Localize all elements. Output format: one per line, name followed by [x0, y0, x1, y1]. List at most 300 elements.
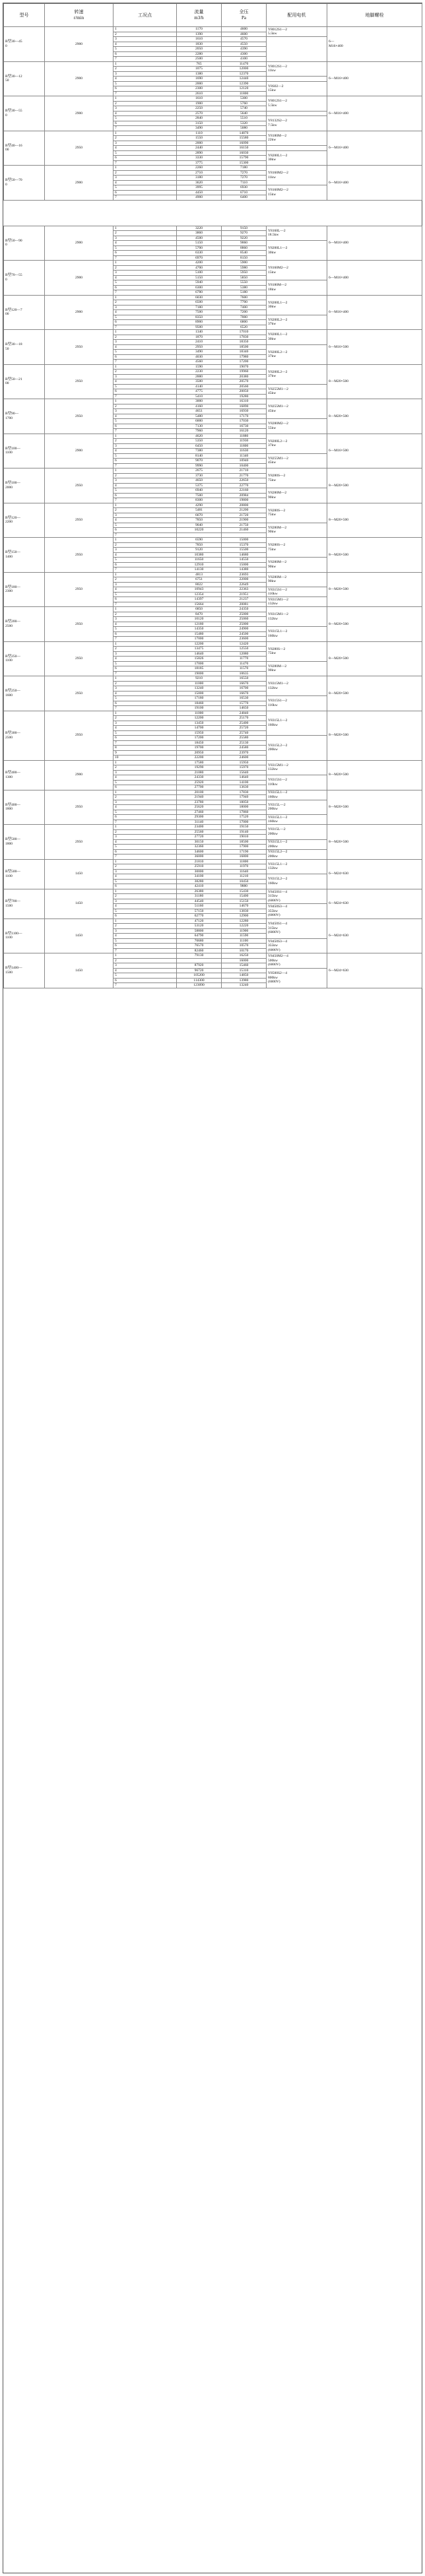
model-cell: B型30—45 0: [4, 27, 45, 62]
pressure-cell: 24580: [222, 746, 267, 751]
point-cell: 6: [114, 666, 177, 672]
speed-cell: 2900: [45, 27, 114, 62]
flow-cell: 5350: [177, 439, 222, 444]
point-cell: 4: [114, 241, 177, 246]
pressure-cell: 11640: [222, 869, 267, 874]
speed-cell: 2950: [45, 825, 114, 860]
flow-cell: 5700: [177, 245, 222, 251]
flow-cell: 4030: [177, 354, 222, 360]
pressure-cell: 11900: [222, 928, 267, 934]
pressure-cell: 9270: [222, 231, 267, 236]
point-cell: 2: [114, 795, 177, 800]
flow-cell: 2570: [177, 111, 222, 116]
pressure-cell: 18350: [222, 340, 267, 345]
point-cell: 4: [114, 379, 177, 385]
flow-cell: 58800: [177, 928, 222, 934]
point-cell: 7: [114, 126, 177, 131]
pressure-cell: 17860: [222, 810, 267, 815]
point-cell: 3: [114, 869, 177, 874]
point-cell: 1: [114, 226, 177, 231]
pressure-cell: 16930: [222, 409, 267, 414]
flow-cell: 17200: [177, 736, 222, 741]
pressure-cell: 21900: [222, 518, 267, 523]
point-cell: 1: [114, 131, 177, 136]
flow-cell: 10120: [177, 617, 222, 622]
flow-cell: 2230: [177, 370, 222, 375]
flow-cell: 76570: [177, 944, 222, 949]
speed-cell: 2900: [45, 166, 114, 201]
point-cell: 2: [114, 136, 177, 141]
bolt-cell: 8—M20×500: [327, 641, 422, 676]
point-cell: 3: [114, 617, 177, 622]
flow-cell: 6970: [177, 255, 222, 261]
table-row: [4, 607, 422, 612]
model-cell: B型50—21 00: [4, 364, 45, 399]
flow-cell: 5150: [177, 241, 222, 246]
motor-cell: Y8132S2—2 7.5kw: [267, 116, 327, 131]
speed-cell: 2950: [45, 131, 114, 166]
flow-cell: 14130: [177, 567, 222, 573]
model-cell: B型120—7 00: [4, 295, 45, 330]
flow-cell: 23400: [177, 825, 222, 830]
pressure-cell: 21710: [222, 468, 267, 474]
pressure-cell: 21237: [222, 597, 267, 602]
flow-cell: 15826: [177, 657, 222, 662]
point-cell: 6: [114, 849, 177, 854]
flow-cell: 29300: [177, 815, 222, 820]
motor-cell: Y8012S1—2 5.5kw: [267, 27, 327, 37]
table-row: [4, 226, 422, 231]
table-row: [4, 364, 422, 370]
bolt-cell: 8—M20×500: [327, 790, 422, 825]
point-cell: 5: [114, 973, 177, 979]
pressure-cell: 6930: [222, 185, 267, 191]
pressure-cell: 16310: [222, 399, 267, 404]
point-cell: 4: [114, 775, 177, 781]
model-cell: B型120— 2200: [4, 503, 45, 538]
table-row: [4, 295, 422, 300]
flow-cell: 1610: [177, 96, 222, 102]
pressure-cell: 21770: [222, 473, 267, 478]
pressure-cell: 22000: [222, 577, 267, 583]
point-cell: 2: [114, 958, 177, 963]
pressure-cell: 8150: [222, 255, 267, 261]
point-cell: 3: [114, 582, 177, 587]
pressure-cell: 20570: [222, 379, 267, 385]
point-cell: 5: [114, 245, 177, 251]
pressure-cell: 18000: [222, 805, 267, 810]
model-cell: B型50—70 0: [4, 166, 45, 201]
pressure-cell: 16030: [222, 150, 267, 156]
point-cell: 4: [114, 552, 177, 558]
flow-cell: 4290: [177, 503, 222, 508]
pressure-cell: 16250: [222, 953, 267, 959]
flow-cell: 7500: [177, 493, 222, 498]
flow-cell: 2410: [177, 340, 222, 345]
pressure-cell: 23600: [222, 637, 267, 642]
flow-cell: 2880: [177, 374, 222, 379]
speed-cell: 2900: [45, 295, 114, 330]
point-cell: 6: [114, 493, 177, 498]
pressure-cell: 11800: [222, 859, 267, 864]
point-cell: 7: [114, 325, 177, 330]
point-cell: 5: [114, 810, 177, 815]
flow-cell: 42410: [177, 884, 222, 889]
table-row: [4, 166, 422, 171]
point-cell: 2: [114, 542, 177, 548]
point-cell: 5: [114, 419, 177, 424]
motor-cell: Y8315L1—2 160kw: [267, 815, 327, 825]
flow-cell: 3180: [177, 176, 222, 181]
motor-cell: Y8280M—2 90kw: [267, 488, 327, 503]
flow-cell: 1170: [177, 27, 222, 32]
pressure-cell: 22649: [222, 582, 267, 587]
motor-cell: Y8450S1—4 315kw (6000V): [267, 889, 327, 904]
point-cell: 7: [114, 498, 177, 503]
pressure-cell: 9150: [222, 226, 267, 231]
pressure-cell: 7270: [222, 176, 267, 181]
point-cell: 8: [114, 746, 177, 751]
pressure-cell: 16670: [222, 681, 267, 686]
model-cell: B型30—18 50: [4, 330, 45, 365]
pressure-cell: 15460: [222, 963, 267, 969]
flow-cell: 20100: [177, 790, 222, 795]
point-cell: 1: [114, 399, 177, 404]
flow-cell: 3220: [177, 226, 222, 231]
flow-cell: 6450: [177, 443, 222, 449]
pressure-cell: 24900: [222, 627, 267, 632]
model-cell: B型100— 2000: [4, 468, 45, 503]
point-cell: 2: [114, 765, 177, 771]
point-cell: 1: [114, 503, 177, 508]
pressure-cell: 6400: [222, 195, 267, 201]
flow-cell: 4140: [177, 384, 222, 389]
fan-spec-sheet: [3, 3, 422, 2573]
table-row: [4, 572, 422, 577]
bolt-cell: 6—M16×500: [327, 330, 422, 365]
point-cell: 4: [114, 111, 177, 116]
pressure-cell: 14640: [222, 775, 267, 781]
flow-cell: 9210: [177, 676, 222, 682]
flow-cell: 7380: [177, 449, 222, 454]
flow-cell: 1110: [177, 131, 222, 136]
flow-cell: 2710: [177, 170, 222, 176]
pressure-cell: 15580: [222, 136, 267, 141]
point-cell: 4: [114, 904, 177, 909]
table-row: [4, 27, 422, 32]
model-cell: B型500— 1100: [4, 859, 45, 889]
point-cell: 5: [114, 150, 177, 156]
point-cell: 7: [114, 290, 177, 296]
pressure-cell: 15150: [222, 899, 267, 904]
flow-cell: 8300: [177, 498, 222, 503]
flow-cell: [177, 958, 222, 963]
bolt-cell: 8—M20×500: [327, 538, 422, 573]
flow-cell: 13240: [177, 686, 222, 692]
flow-cell: 17000: [177, 637, 222, 642]
pressure-cell: 5510: [222, 116, 267, 121]
motor-cell: Y8200L2—2 37kw: [267, 364, 327, 384]
pressure-cell: 17830: [222, 335, 267, 340]
table-row: [4, 825, 422, 830]
pressure-cell: 19140: [222, 829, 267, 835]
pressure-cell: 19280: [222, 394, 267, 399]
flow-cell: 19700: [177, 746, 222, 751]
flow-cell: 4560: [177, 360, 222, 365]
pressure-cell: 4300: [222, 51, 267, 57]
table-body: [4, 27, 422, 988]
flow-cell: 31180: [177, 894, 222, 899]
flow-cell: 64790: [177, 934, 222, 939]
flow-cell: 20950: [177, 750, 222, 756]
bolt-cell: 8—M20×500: [327, 572, 422, 607]
pressure-cell: 15000: [222, 562, 267, 567]
flow-cell: 4651: [177, 409, 222, 414]
speed-cell: 2900: [45, 96, 114, 131]
pressure-cell: 15970: [222, 765, 267, 771]
motor-cell: Y8450S1—4 315kw (6000V): [267, 918, 327, 938]
pressure-cell: 7180: [222, 166, 267, 171]
motor-cell: Y8315L1—2 160kw: [267, 711, 327, 736]
flow-cell: 3620: [177, 180, 222, 185]
point-cell: 6: [114, 914, 177, 919]
point-cell: 2: [114, 101, 177, 106]
table-row: [4, 503, 422, 508]
flow-cell: 21810: [177, 859, 222, 864]
bolt-cell: 8—M20×500: [327, 825, 422, 860]
pressure-cell: 20560: [222, 384, 267, 389]
point-cell: 5: [114, 845, 177, 850]
flow-cell: 24330: [177, 775, 222, 781]
flow-cell: 19290: [177, 765, 222, 771]
motor-cell: Y8315M1—2 132kw: [267, 607, 327, 627]
flow-cell: 79130: [177, 953, 222, 959]
point-cell: 1: [114, 760, 177, 765]
pressure-cell: 15430: [222, 889, 267, 894]
motor-cell: Y8200L2—2 37kw: [267, 434, 327, 453]
point-cell: 6: [114, 785, 177, 790]
pressure-cell: 13830: [222, 909, 267, 914]
flow-cell: 17180: [177, 696, 222, 701]
table-row: [4, 641, 422, 647]
point-cell: 7: [114, 740, 177, 746]
model-cell: B型1100— 1100: [4, 918, 45, 953]
pressure-cell: 16700: [222, 686, 267, 692]
pressure-cell: 15400: [222, 894, 267, 899]
pressure-cell: 20380: [222, 374, 267, 379]
point-cell: 3: [114, 71, 177, 77]
flow-cell: 47120: [177, 918, 222, 924]
flow-cell: 6500: [177, 300, 222, 306]
flow-cell: 8470: [177, 612, 222, 617]
pressure-cell: 14550: [222, 558, 267, 563]
table-row: [4, 711, 422, 716]
flow-cell: 2840: [177, 116, 222, 121]
pressure-cell: 23693: [222, 572, 267, 577]
point-cell: 1: [114, 61, 177, 67]
bolt-cell: 6—M16×400: [327, 295, 422, 330]
flow-cell: 114300: [177, 978, 222, 983]
pressure-cell: 7270: [222, 170, 267, 176]
point-cell: 2: [114, 829, 177, 835]
speed-cell: 2950: [45, 503, 114, 538]
motor-cell: Y8S02—2 15kw: [267, 81, 327, 96]
flow-cell: 21940: [177, 795, 222, 800]
pressure-cell: 23970: [222, 750, 267, 756]
point-cell: 5: [114, 47, 177, 52]
point-cell: 4: [114, 657, 177, 662]
col-header-speed: 转速 r/min: [45, 4, 114, 27]
speed-cell: 1450: [45, 953, 114, 988]
pressure-cell: 12440: [222, 77, 267, 82]
pressure-cell: 12080: [222, 651, 267, 657]
pressure-cell: 16800: [222, 854, 267, 860]
speed-cell: 2950: [45, 538, 114, 573]
flow-cell: 8022: [177, 582, 222, 587]
pressure-cell: 17900: [222, 845, 267, 850]
speed-cell: 2900: [45, 760, 114, 790]
flow-cell: 12910: [177, 562, 222, 567]
speed-cell: 2950: [45, 399, 114, 434]
point-cell: 3: [114, 513, 177, 518]
point-cell: 7: [114, 532, 177, 538]
pressure-cell: 9060: [222, 241, 267, 246]
flow-cell: 8350: [177, 315, 222, 320]
pressure-cell: 5640: [222, 111, 267, 116]
pressure-cell: 7600: [222, 295, 267, 300]
motor-cell: Y8280S—2 75kw: [267, 468, 327, 488]
pressure-cell: 12390: [222, 81, 267, 86]
pressure-cell: 15300: [222, 160, 267, 166]
motor-cell: Y8450M2—4 500kw (6000V): [267, 953, 327, 969]
bolt-cell: 8—M20×500: [327, 468, 422, 503]
speed-cell: 1450: [45, 889, 114, 918]
bolt-cell: 8—M20×500: [327, 711, 422, 760]
motor-cell: Y8315S1—2 110kw: [267, 587, 327, 597]
flow-cell: 2500: [177, 57, 222, 62]
flow-cell: 11000: [177, 681, 222, 686]
point-cell: 1: [114, 538, 177, 543]
motor-cell: Y8012S1—2 5.5kw: [267, 96, 327, 112]
speed-cell: 2950: [45, 711, 114, 760]
flow-cell: 2050: [177, 47, 222, 52]
flow-cell: 27460: [177, 810, 222, 815]
pressure-cell: 14670: [222, 904, 267, 909]
pressure-cell: 15950: [222, 760, 267, 765]
pressure-cell: 14380: [222, 567, 267, 573]
point-cell: 10: [114, 756, 177, 761]
point-cell: 5: [114, 350, 177, 355]
point-cell: 1: [114, 607, 177, 612]
flow-cell: [177, 532, 222, 538]
pressure-cell: 17170: [222, 414, 267, 419]
flow-cell: 4775: [177, 389, 222, 395]
flow-cell: 27720: [177, 835, 222, 840]
flow-cell: 51160: [177, 904, 222, 909]
bolt-cell: 8—M20×500: [327, 503, 422, 538]
point-cell: 4: [114, 42, 177, 47]
fan-spec-table: [3, 3, 422, 988]
pressure-cell: 17190: [222, 849, 267, 854]
motor-cell: Y8200L1—2 30kw: [267, 330, 327, 345]
pressure-cell: 11800: [222, 91, 267, 96]
flow-cell: 3000: [177, 399, 222, 404]
point-cell: 2: [114, 170, 177, 176]
point-cell: 5: [114, 909, 177, 914]
flow-cell: 4620: [177, 434, 222, 439]
table-row: [4, 676, 422, 682]
pressure-cell: 13630: [222, 785, 267, 790]
pressure-cell: 17520: [222, 815, 267, 820]
bolt-cell: 6—M24×630: [327, 918, 422, 953]
pressure-cell: 16550: [222, 676, 267, 682]
point-cell: 2: [114, 300, 177, 306]
pressure-cell: 19800: [222, 498, 267, 503]
speed-cell: 2950: [45, 364, 114, 399]
model-cell: B型30—55 0: [4, 96, 45, 131]
pressure-cell: 7200: [222, 310, 267, 315]
flow-cell: 17580: [177, 760, 222, 765]
flow-cell: 27700: [177, 785, 222, 790]
pressure-cell: 5950: [222, 271, 267, 276]
bolt-cell: 6—M24×630: [327, 889, 422, 918]
flow-cell: 12200: [177, 641, 222, 647]
flow-cell: 6300: [177, 285, 222, 290]
table-header-row: [4, 4, 422, 27]
point-cell: 1: [114, 364, 177, 370]
point-cell: 6: [114, 815, 177, 820]
pressure-cell: 24600: [222, 756, 267, 761]
flow-cell: 70680: [177, 938, 222, 944]
pressure-cell: 22160: [222, 488, 267, 494]
point-cell: 7: [114, 463, 177, 468]
flow-cell: 3995: [177, 185, 222, 191]
point-cell: 1: [114, 825, 177, 830]
speed-cell: 2900: [45, 226, 114, 261]
pressure-cell: 11930: [222, 439, 267, 444]
point-cell: 1: [114, 261, 177, 266]
point-cell: 2: [114, 647, 177, 652]
flow-cell: 3490: [177, 126, 222, 131]
speed-cell: 2950: [45, 330, 114, 365]
flow-cell: 1590: [177, 364, 222, 370]
pressure-cell: 10940: [222, 459, 267, 464]
point-cell: 2: [114, 231, 177, 236]
pressure-cell: 16000: [222, 958, 267, 963]
flow-cell: 87920: [177, 963, 222, 969]
pressure-cell: 11340: [222, 453, 267, 459]
flow-cell: 7130: [177, 424, 222, 429]
point-cell: 6: [114, 562, 177, 567]
point-cell: 4: [114, 691, 177, 696]
point-cell: 4: [114, 146, 177, 151]
table-row: [4, 261, 422, 266]
speed-cell: 2900: [45, 434, 114, 468]
flow-cell: 25560: [177, 829, 222, 835]
motor-cell: Y8315L2—2 200kw: [267, 849, 327, 859]
motor-cell: Y8255M1—2 45kw: [267, 453, 327, 468]
motor-cell: Y8315L1—2 160kw: [267, 790, 327, 800]
bolt-cell: 8—M20×500: [327, 399, 422, 434]
flow-cell: 2675: [177, 468, 222, 474]
point-cell: 5: [114, 81, 177, 86]
flow-cell: 9070: [177, 459, 222, 464]
flow-cell: 5940: [177, 280, 222, 286]
point-cell: 7: [114, 706, 177, 711]
point-cell: 3: [114, 963, 177, 969]
table-row: [4, 538, 422, 543]
flow-cell: 1830: [177, 42, 222, 47]
